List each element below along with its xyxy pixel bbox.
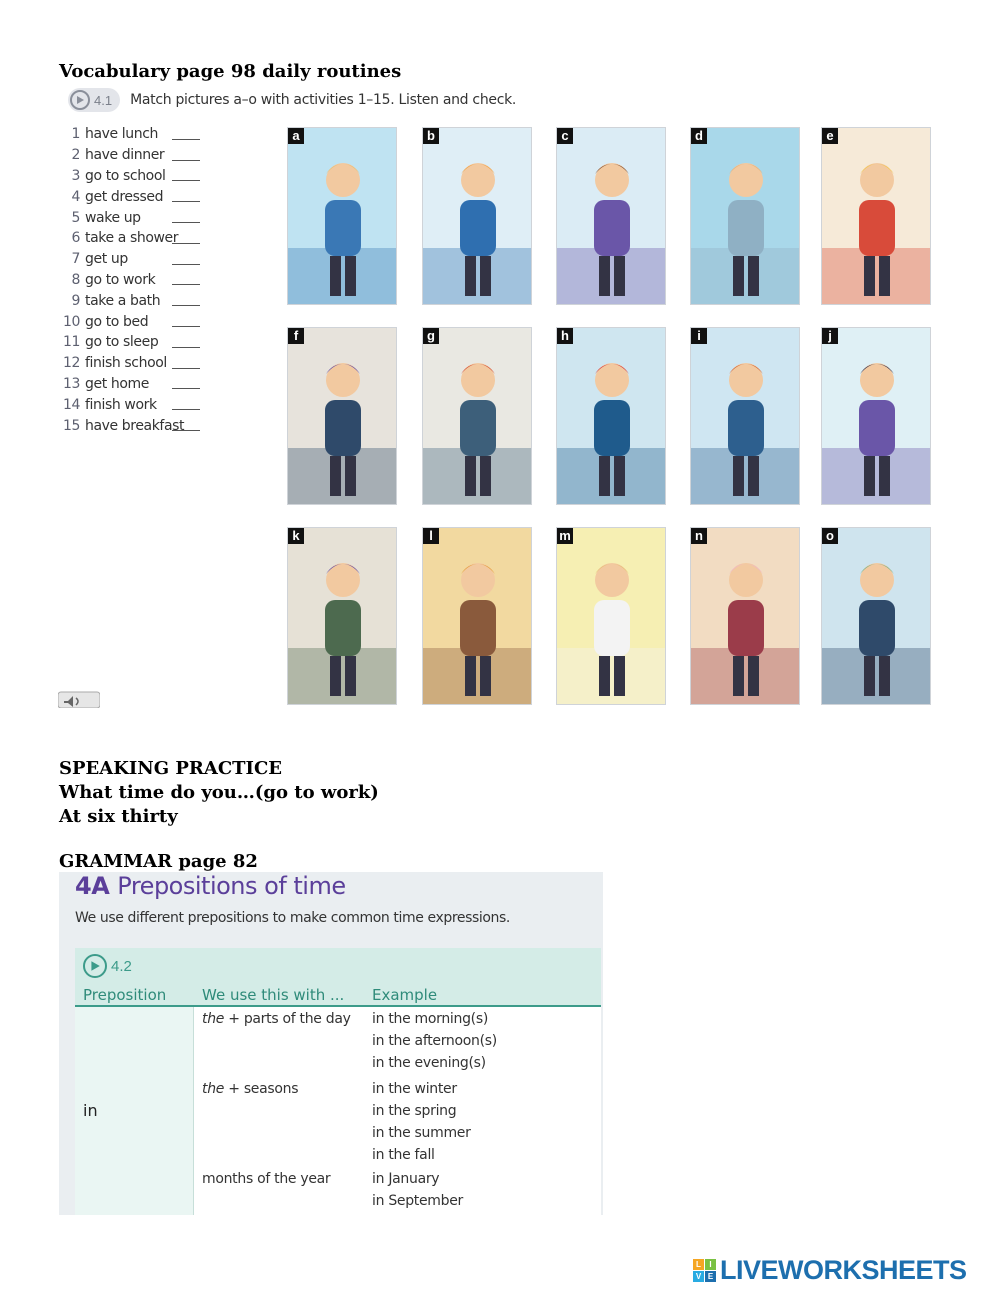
column-header-use: We use this with ...	[202, 986, 345, 1004]
activity-text: wake up	[85, 209, 141, 226]
activity-text: have breakfast	[85, 417, 185, 434]
picture-letter: k	[288, 528, 304, 544]
usage-cell	[202, 1171, 330, 1187]
illustration	[822, 328, 931, 505]
illustration	[557, 328, 666, 505]
picture-letter: c	[557, 128, 573, 144]
activity-number: 14	[62, 396, 80, 413]
answer-blank[interactable]	[172, 337, 200, 348]
table-header	[75, 948, 601, 1007]
illustration	[822, 528, 931, 705]
illustration	[691, 528, 800, 705]
usage-article: the	[202, 1081, 225, 1097]
activity-text: take a shower	[85, 230, 179, 247]
activity-item	[58, 207, 200, 228]
picture-i[interactable]	[690, 327, 800, 505]
vocabulary-title: Vocabulary page 98 daily routines	[59, 61, 402, 82]
illustration	[288, 528, 397, 705]
picture-g[interactable]	[422, 327, 532, 505]
illustration	[423, 128, 532, 305]
table-body	[75, 1007, 601, 1215]
play-icon	[70, 90, 90, 110]
activity-item	[58, 374, 200, 395]
activity-text: finish work	[85, 396, 157, 413]
unit-number: 4A	[75, 872, 110, 900]
activity-number: 1	[71, 126, 80, 143]
activity-item	[58, 249, 200, 270]
illustration	[822, 128, 931, 305]
illustration	[288, 128, 397, 305]
preposition-value: in	[83, 1101, 98, 1120]
answer-blank[interactable]	[172, 274, 200, 285]
liveworksheets-logo	[693, 1255, 967, 1286]
activity-item	[58, 290, 200, 311]
activity-item	[58, 394, 200, 415]
picture-letter: j	[822, 328, 838, 344]
answer-blank[interactable]	[172, 254, 200, 265]
speaking-question: What time do you…(go to work)	[59, 782, 379, 803]
example-text: in the fall	[372, 1147, 435, 1163]
activity-text: have lunch	[85, 126, 159, 143]
column-header-example: Example	[372, 986, 438, 1004]
picture-c[interactable]	[556, 127, 666, 305]
usage-text: months of the year	[202, 1171, 331, 1187]
speaking-answer: At six thirty	[59, 806, 178, 827]
picture-letter: d	[691, 128, 707, 144]
logo-text: LIVEWORKSHEETS	[720, 1255, 967, 1285]
illustration	[691, 128, 800, 305]
example-text: in the evening(s)	[372, 1055, 486, 1071]
answer-blank[interactable]	[172, 191, 200, 202]
example-text: in the spring	[372, 1103, 457, 1119]
logo-mark-letter: E	[705, 1271, 716, 1282]
answer-blank[interactable]	[172, 295, 200, 306]
activity-item	[58, 145, 200, 166]
grammar-title: GRAMMAR page 82	[59, 851, 258, 872]
picture-letter: a	[288, 128, 304, 144]
illustration	[423, 528, 532, 705]
answer-blank[interactable]	[172, 316, 200, 327]
activity-number: 11	[62, 334, 80, 351]
illustration	[423, 328, 532, 505]
unit-title: Prepositions of time	[117, 872, 346, 900]
speaker-icon[interactable]	[58, 690, 100, 708]
activity-item	[58, 166, 200, 187]
activity-item	[58, 124, 200, 145]
answer-blank[interactable]	[172, 129, 200, 140]
answer-blank[interactable]	[172, 358, 200, 369]
activity-number: 3	[71, 167, 80, 184]
activity-item	[58, 186, 200, 207]
illustration	[288, 328, 397, 505]
picture-letter: h	[557, 328, 573, 344]
picture-k[interactable]	[287, 527, 397, 705]
activity-item	[58, 228, 200, 249]
activity-item	[58, 311, 200, 332]
track-number: 4.1	[94, 92, 113, 108]
logo-mark-letter: V	[693, 1271, 704, 1282]
illustration	[557, 528, 666, 705]
audio-track-button[interactable]	[68, 88, 120, 112]
illustration	[557, 128, 666, 305]
play-icon	[83, 954, 107, 978]
example-text: in the afternoon(s)	[372, 1033, 497, 1049]
answer-blank[interactable]	[172, 150, 200, 161]
logo-mark-letter: I	[705, 1259, 716, 1270]
activity-item	[58, 270, 200, 291]
picture-d[interactable]	[690, 127, 800, 305]
example-cell	[372, 1168, 463, 1212]
column-header-preposition: Preposition	[83, 986, 167, 1004]
grammar-heading	[75, 872, 346, 900]
activity-list	[58, 124, 200, 436]
picture-letter: i	[691, 328, 707, 344]
activity-number: 10	[62, 313, 80, 330]
picture-e[interactable]	[821, 127, 931, 305]
answer-blank[interactable]	[172, 233, 200, 244]
answer-blank[interactable]	[172, 399, 200, 410]
activity-number: 6	[71, 230, 80, 247]
answer-blank[interactable]	[172, 378, 200, 389]
prepositions-table	[75, 948, 601, 1215]
example-text: in the morning(s)	[372, 1011, 488, 1027]
activity-number: 15	[62, 417, 80, 434]
picture-letter: e	[822, 128, 838, 144]
activity-number: 4	[71, 188, 80, 205]
picture-f[interactable]	[287, 327, 397, 505]
track-number: 4.2	[111, 957, 132, 975]
usage-cell	[202, 1081, 298, 1097]
activity-text: take a bath	[85, 292, 161, 309]
exercise-header	[68, 88, 516, 112]
usage-text: + parts of the day	[228, 1011, 351, 1027]
activity-item	[58, 415, 200, 436]
activity-text: have dinner	[85, 147, 165, 164]
picture-letter: m	[557, 528, 573, 544]
picture-letter: l	[423, 528, 439, 544]
example-text: in the summer	[372, 1125, 471, 1141]
usage-article: the	[202, 1011, 225, 1027]
picture-o[interactable]	[821, 527, 931, 705]
picture-letter: g	[423, 328, 439, 344]
activity-item	[58, 353, 200, 374]
activity-number: 9	[71, 292, 80, 309]
example-text: in September	[372, 1193, 463, 1209]
picture-letter: f	[288, 328, 304, 344]
activity-number: 7	[71, 251, 80, 268]
usage-text: + seasons	[228, 1081, 299, 1097]
logo-mark-letter: L	[693, 1259, 704, 1270]
speaking-practice	[59, 757, 379, 829]
grammar-panel	[59, 872, 603, 1215]
activity-number: 5	[71, 209, 80, 226]
example-text: in January	[372, 1171, 440, 1187]
activity-text: go to bed	[85, 313, 149, 330]
activity-text: go to school	[85, 167, 166, 184]
picture-b[interactable]	[422, 127, 532, 305]
audio-track-button[interactable]	[83, 954, 132, 978]
example-cell	[372, 1008, 497, 1074]
activity-number: 8	[71, 271, 80, 288]
usage-cell	[202, 1011, 351, 1027]
activity-text: get up	[85, 251, 128, 268]
activity-text: go to sleep	[85, 334, 159, 351]
activity-text: go to work	[85, 271, 156, 288]
answer-blank[interactable]	[172, 420, 200, 431]
grammar-intro: We use different prepositions to make common time expressions.	[75, 910, 510, 926]
activity-text: get home	[85, 375, 149, 392]
activity-number: 13	[62, 375, 80, 392]
picture-a[interactable]	[287, 127, 397, 305]
answer-blank[interactable]	[172, 170, 200, 181]
example-cell	[372, 1078, 471, 1166]
activity-text: finish school	[85, 355, 167, 372]
activity-item	[58, 332, 200, 353]
logo-mark	[693, 1259, 716, 1282]
answer-blank[interactable]	[172, 212, 200, 223]
illustration	[691, 328, 800, 505]
activity-number: 12	[62, 355, 80, 372]
picture-n[interactable]	[690, 527, 800, 705]
picture-l[interactable]	[422, 527, 532, 705]
picture-m[interactable]	[556, 527, 666, 705]
speaking-heading: SPEAKING PRACTICE	[59, 758, 283, 779]
picture-j[interactable]	[821, 327, 931, 505]
example-text: in the winter	[372, 1081, 457, 1097]
activity-number: 2	[71, 147, 80, 164]
picture-letter: b	[423, 128, 439, 144]
picture-h[interactable]	[556, 327, 666, 505]
exercise-instruction: Match pictures a–o with activities 1–15. Listen and check.	[130, 92, 517, 108]
activity-text: get dressed	[85, 188, 164, 205]
picture-letter: n	[691, 528, 707, 544]
picture-letter: o	[822, 528, 838, 544]
preposition-cell	[75, 1007, 194, 1215]
